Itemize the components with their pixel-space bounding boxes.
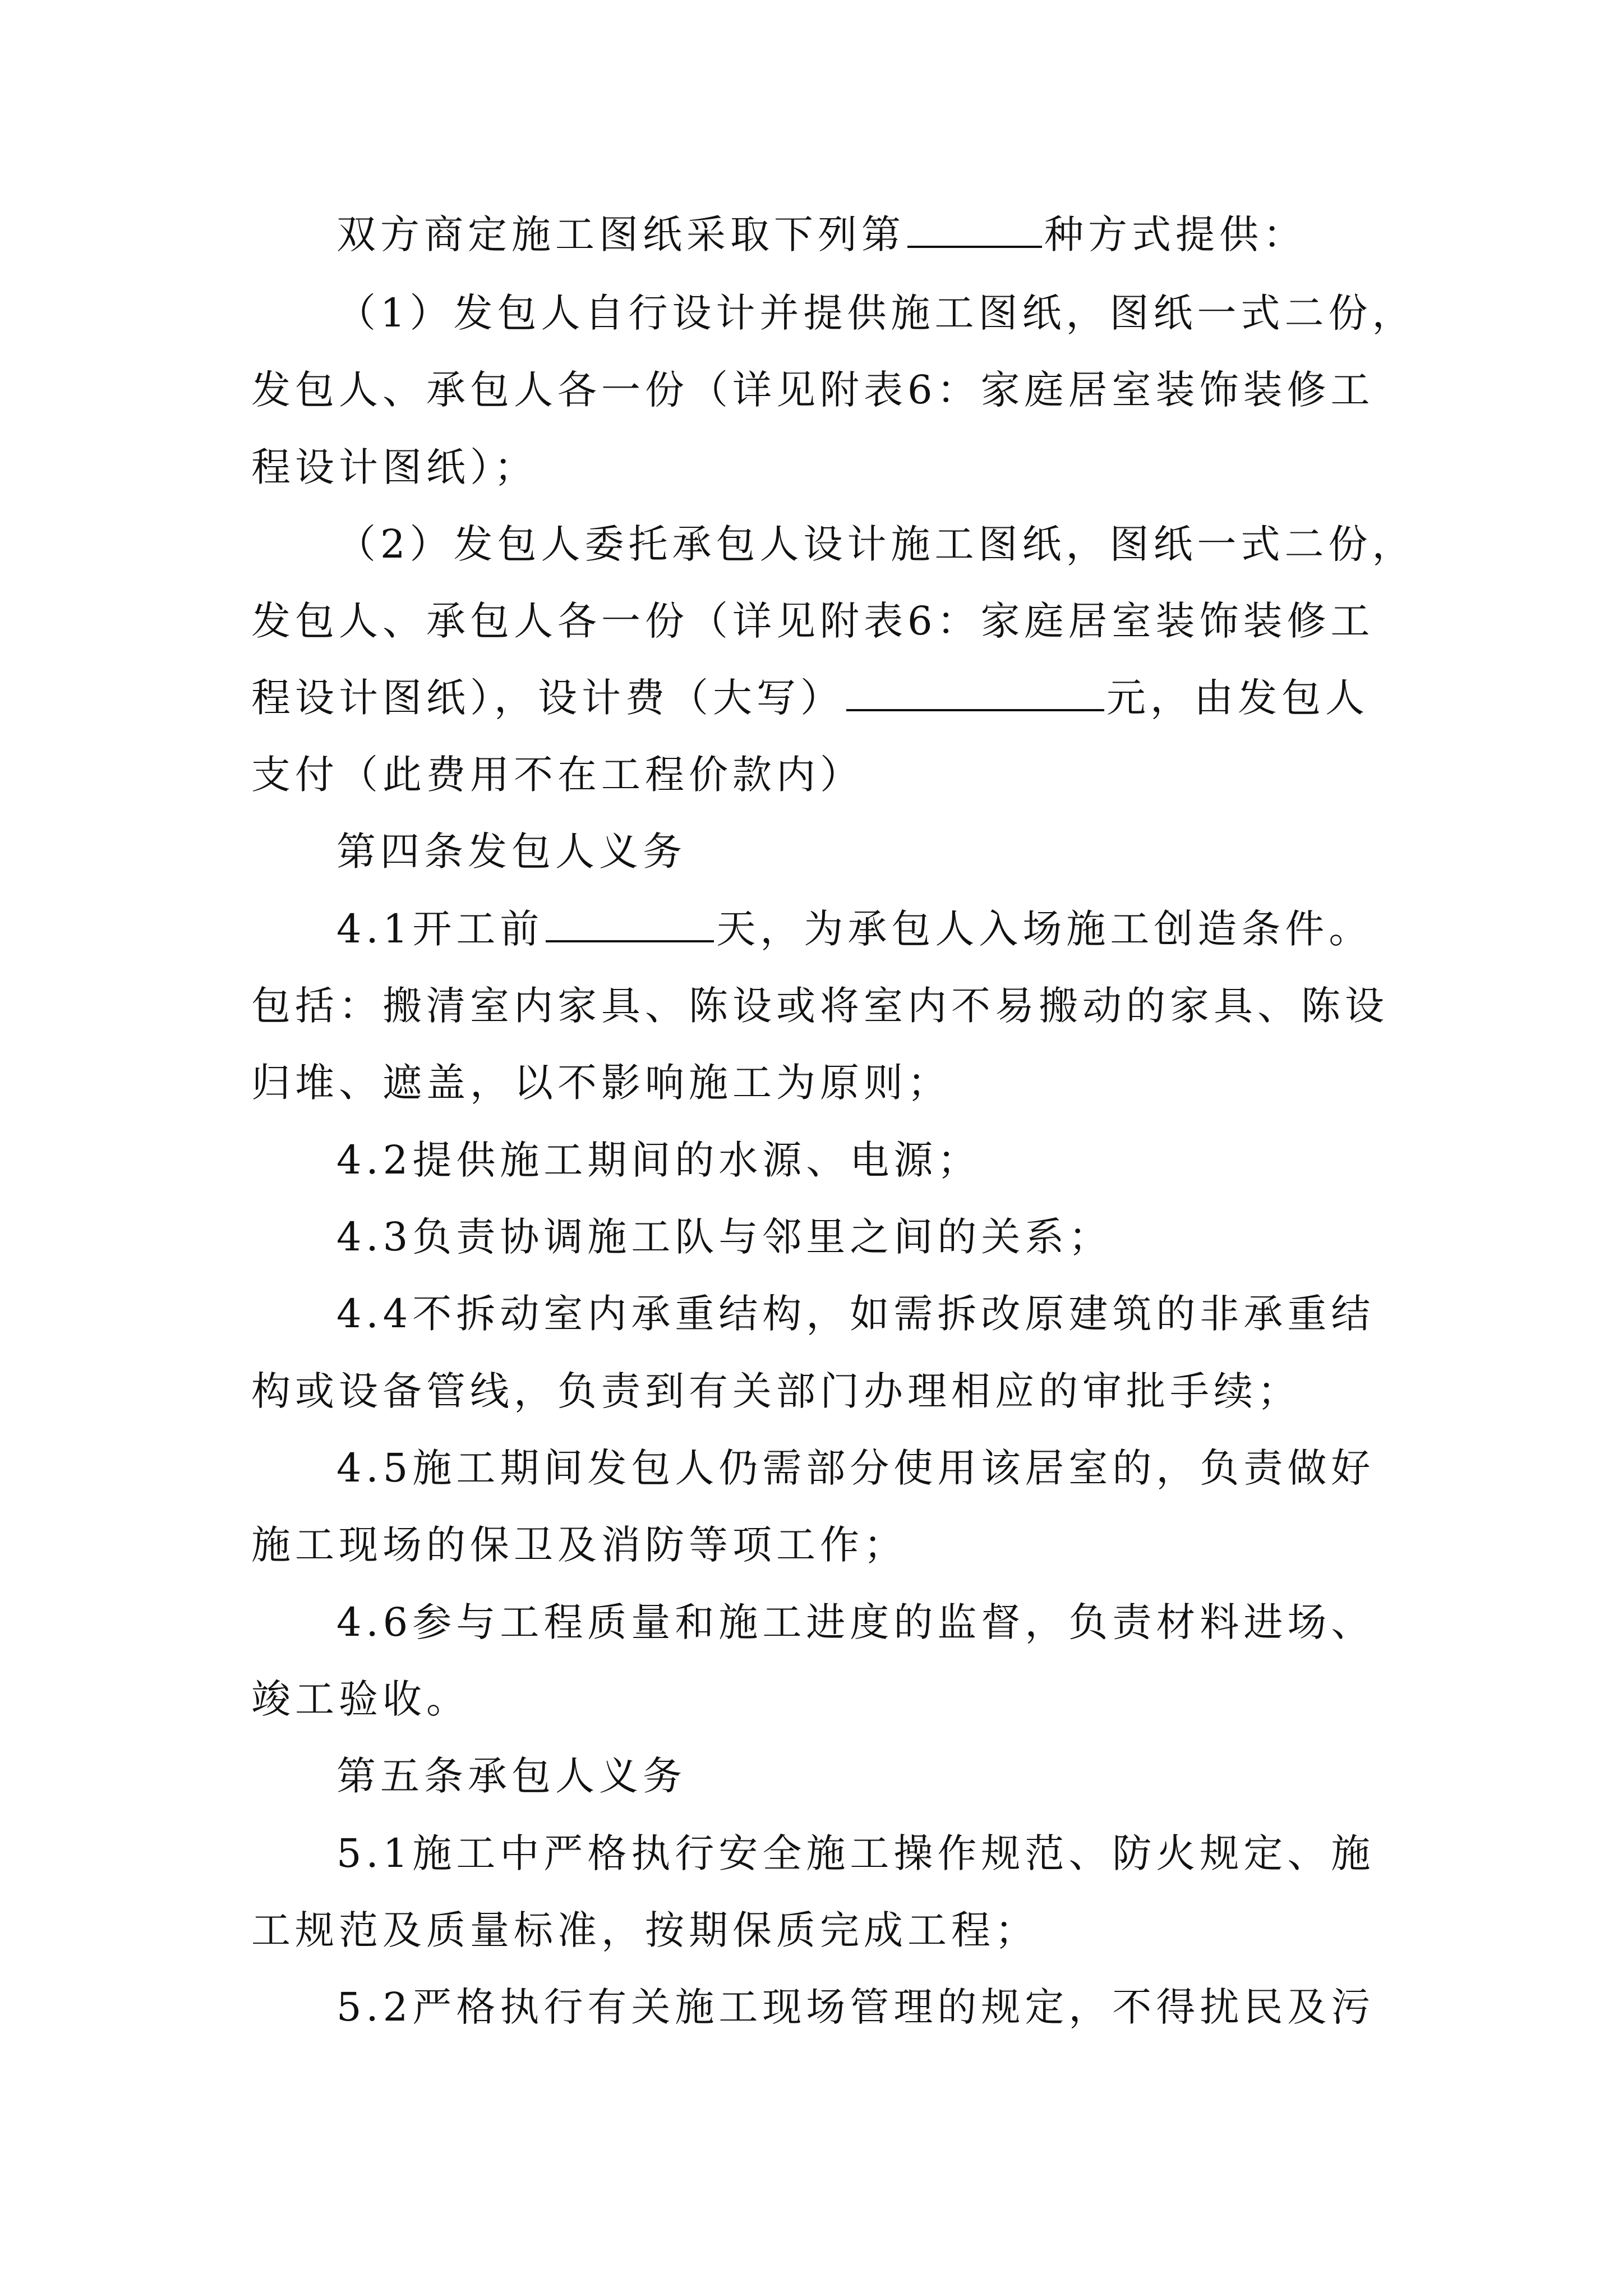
option-1-line-2: 发包人、承包人各一份（详见附表6：家庭居室装饰装修工	[251, 367, 1375, 413]
blank-design-fee[interactable]	[846, 671, 1104, 711]
clause-4-4-line-2: 构或设备管线，负责到有关部门办理相应的审批手续；	[251, 1368, 1301, 1414]
text: 天，为承包人入场施工创造条件。	[716, 906, 1373, 952]
article-5-title: 第五条承包人义务	[336, 1753, 686, 1799]
option-2-line-2: 发包人、承包人各一份（详见附表6：家庭居室装饰装修工	[251, 598, 1375, 644]
clause-4-4-line-1: 4.4不拆动室内承重结构，如需拆改原建筑的非承重结	[336, 1291, 1375, 1337]
clause-4-5-line-2: 施工现场的保卫及消防等项工作；	[251, 1522, 907, 1568]
clause-4-6-line-2: 竣工验收。	[251, 1676, 470, 1722]
clause-4-6-line-1: 4.6参与工程质量和施工进度的监督，负责材料进场、	[336, 1599, 1375, 1645]
blank-method-number[interactable]	[907, 208, 1042, 248]
option-1-line-1: （1）发包人自行设计并提供施工图纸，图纸一式二份，	[336, 290, 1416, 336]
clause-5-2-line-1: 5.2严格执行有关施工现场管理的规定，不得扰民及污	[336, 1984, 1375, 2030]
clause-5-1-line-2: 工规范及质量标准，按期保质完成工程；	[251, 1907, 1039, 1953]
text: 种方式提供：	[1044, 211, 1307, 257]
option-2-line-4: 支付（此费用不在工程价款内）	[251, 752, 864, 798]
clause-5-1-line-1: 5.1施工中严格执行安全施工操作规范、防火规定、施	[336, 1830, 1375, 1876]
clause-4-1-line-2: 包括：搬清室内家具、陈设或将室内不易搬动的家具、陈设	[251, 983, 1389, 1029]
clause-4-1-line-3: 归堆、遮盖，以不影响施工为原则；	[251, 1060, 951, 1106]
text: 4.1开工前	[336, 906, 544, 952]
text: 双方商定施工图纸采取下列第	[336, 211, 905, 257]
paragraph-drawing-method	[336, 206, 1307, 263]
text: 元，由发包人	[1106, 675, 1369, 721]
blank-days[interactable]	[546, 902, 714, 942]
clause-4-1-line-1	[336, 901, 1372, 957]
clause-4-3: 4.3负责协调施工队与邻里之间的关系；	[336, 1214, 1113, 1260]
clause-4-5-line-1: 4.5施工期间发包人仍需部分使用该居室的，负责做好	[336, 1445, 1375, 1491]
article-4-title: 第四条发包人义务	[336, 829, 686, 875]
option-2-line-1: （2）发包人委托承包人设计施工图纸，图纸一式二份，	[336, 521, 1416, 567]
option-1-line-3: 程设计图纸）；	[251, 444, 538, 490]
clause-4-2: 4.2提供施工期间的水源、电源；	[336, 1137, 981, 1183]
text: 程设计图纸），设计费（大写）	[251, 675, 844, 721]
option-2-line-3	[251, 670, 1369, 726]
